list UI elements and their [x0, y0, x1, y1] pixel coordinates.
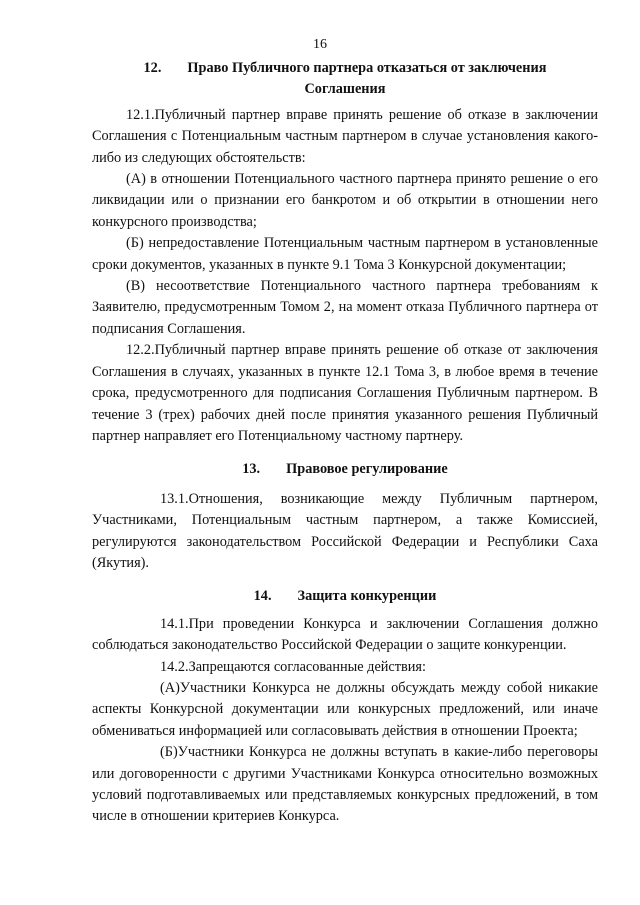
section-12-title: Право Публичного партнера отказаться от заключения	[187, 60, 547, 76]
page-content	[92, 58, 598, 828]
paragraph-14-2-item-b	[92, 742, 598, 828]
section-14-title: Защита конкуренции	[297, 588, 437, 605]
paragraph-14-2-text: Запрещаются согласованные действия:	[188, 658, 426, 675]
paragraph-14-2-item-a	[92, 678, 598, 742]
section-12-title-line2: Соглашения	[304, 81, 386, 98]
section-12-heading	[92, 58, 598, 101]
paragraph-12-1-item-a: (А) в отношении Потенциального частного партнера принято решение о его ликвидации или о признании его банкротом и об открытии в отношении него конкурсного производства;	[92, 171, 598, 230]
section-13-number: 13.	[242, 461, 261, 478]
paragraph-14-1-number: 14.1.	[160, 615, 189, 632]
paragraph-14-1-text: При проведении Конкурса и заключении Соглашения должно соблюдаться законодательство Российской Федерации о защите конкуренции.	[92, 615, 598, 654]
section-13-title: Правовое регулирование	[286, 461, 448, 478]
section-14-number: 14.	[253, 588, 272, 605]
section-12-title-line1	[92, 58, 598, 79]
paragraph-14-2-item-a-text: Участники Конкурса не должны обсуждать между собой никакие аспекты Конкурсной документации или конкурсных предложений, или иначе обмениваться информацией или согласовывать действия в отношении Проекта;	[92, 679, 598, 739]
paragraph-12-2: 12.2.Публичный партнер вправе принять решение об отказе от заключения Соглашения в случаях, указанных в пункте 12.1 Тома 3, в любое время в течение срока, предусмотренного для подписания Соглашения Публичным партнером. В течение 3 (трех) рабочих дней после принятия указанного решения Публичный партнер направляет его Потенциальному частному партнеру.	[92, 342, 598, 444]
section-13-heading	[92, 459, 598, 480]
paragraph-14-2-item-a-number: (А)	[160, 679, 180, 696]
paragraph-12-1: 12.1.Публичный партнер вправе принять решение об отказе в заключении Соглашения с Потенциальным частным партнером в случае установления какого-либо из следующих обстоятельств:	[92, 106, 598, 166]
paragraph-14-2-item-b-text: Участники Конкурса не должны вступать в какие-либо переговоры или договоренности с другими Участниками Конкурса относительно возможных условий подготавливаемых или представляемых конкурсных предложений, в том числе в отношении критериев Конкурса.	[92, 744, 598, 825]
paragraph-14-2-number: 14.2.	[160, 658, 189, 675]
paragraph-12-1-item-v: (В) несоответствие Потенциального частного партнера требованиям к Заявителю, предусмотренным Томом 2, на момент отказа Публичного партнера от подписания Соглашения.	[92, 278, 598, 337]
paragraph-14-2	[92, 657, 598, 678]
paragraph-12-1-item-b: (Б) непредоставление Потенциальным частным партнером в установленные сроки документов, указанных в пункте 9.1 Тома 3 Конкурсной документации;	[92, 235, 598, 273]
section-12-number: 12.	[143, 60, 162, 76]
paragraph-14-1	[92, 614, 598, 657]
section-14-heading	[92, 586, 598, 607]
paragraph-13-1-number: 13.1.	[160, 490, 189, 507]
page-number: 16	[313, 37, 327, 52]
paragraph-13-1	[92, 489, 598, 575]
paragraph-14-2-item-b-number: (Б)	[160, 744, 178, 761]
paragraph-13-1-text: Отношения, возникающие между Публичным партнером, Участниками, Потенциальным частным партнером, а также Комиссией, регулируются законодательством Российской Федерации и Республики Саха (Якутия).	[92, 490, 598, 571]
